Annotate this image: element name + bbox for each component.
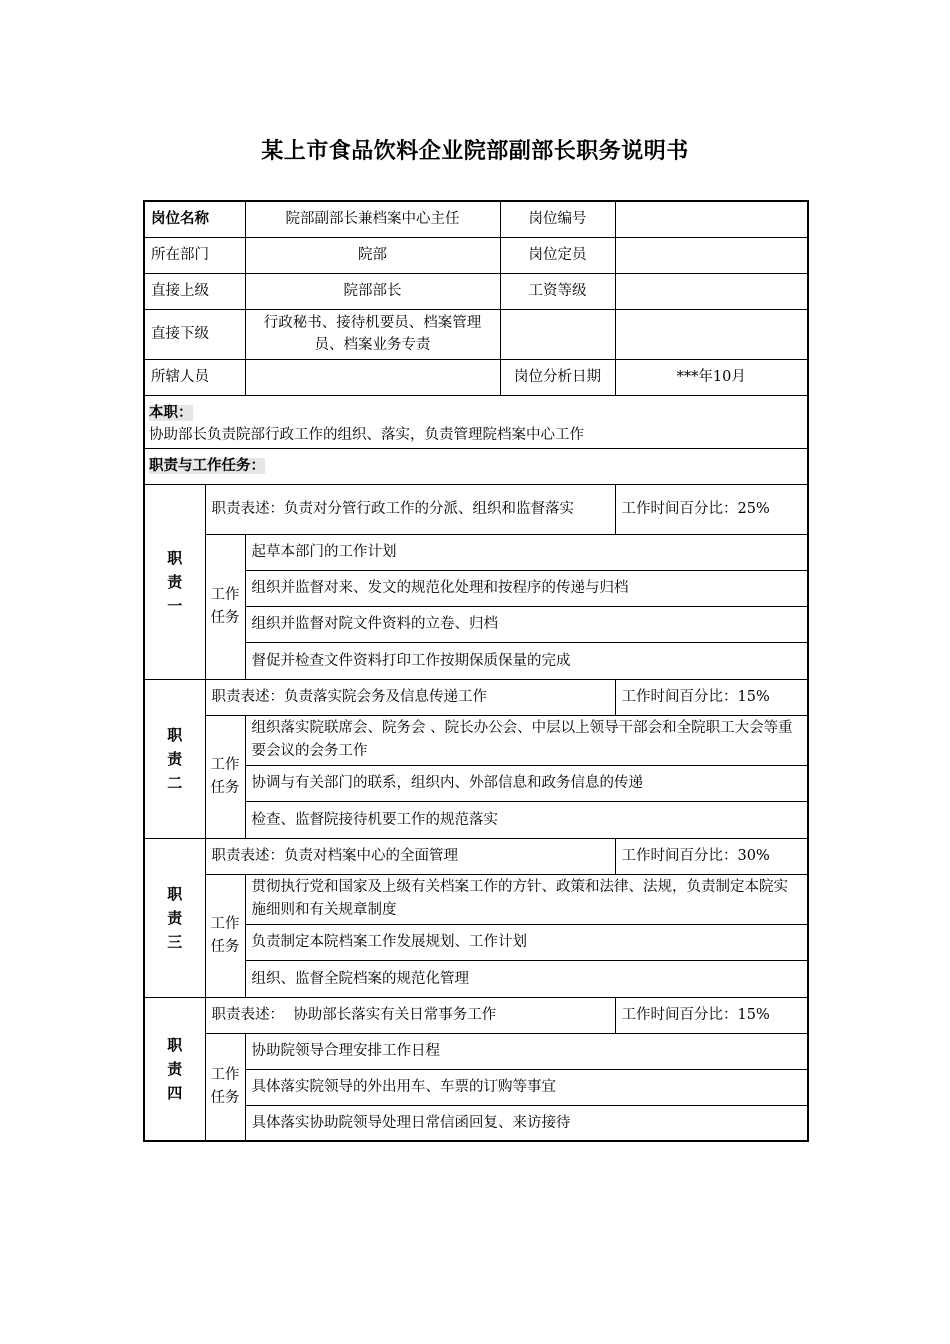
- headcount-value: [615, 237, 808, 273]
- position-name-label: 岗位名称: [144, 201, 245, 237]
- responsibility-1-task-3: 组织并监督对院文件资料的立卷、归档: [245, 606, 808, 642]
- document-title: 某上市食品饮料企业院部副部长职务说明书: [261, 139, 689, 164]
- subordinate-value: 行政秘书、接待机要员、档案管理员、档案业务专责: [245, 309, 500, 359]
- header-row-superior: [144, 273, 808, 309]
- header-row-managed: [144, 359, 808, 395]
- responsibility-2-task-3: 检查、监督院接待机要工作的规范落实: [245, 801, 808, 838]
- duty-label: 本职：: [149, 404, 193, 421]
- department-label: 所在部门: [144, 237, 245, 273]
- responsibility-4-task-3: 具体落实协助院领导处理日常信函回复、来访接待: [245, 1105, 808, 1141]
- responsibility-4-task-1: 协助院领导合理安排工作日程: [245, 1033, 808, 1069]
- salary-grade-label: 工资等级: [500, 273, 615, 309]
- headcount-label: 岗位定员: [500, 237, 615, 273]
- responsibility-1-name: [144, 484, 205, 679]
- position-code-label: 岗位编号: [500, 201, 615, 237]
- responsibility-1-statement-row: [144, 484, 808, 534]
- responsibility-4-task-label: [205, 1033, 245, 1141]
- header-row-position: [144, 201, 808, 237]
- responsibility-4-statement: 职责表述： 协助部长落实有关日常事务工作: [205, 997, 615, 1033]
- responsibility-3-name-text: 职责三: [167, 884, 183, 951]
- subordinate-empty-cell: [615, 309, 808, 359]
- responsibility-2-task-row: [144, 715, 808, 765]
- responsibility-4-name: [144, 997, 205, 1141]
- duty-cell: [144, 395, 808, 448]
- responsibility-3-task-1: 贯彻执行党和国家及上级有关档案工作的方针、政策和法律、法规，负责制定本院实施细则和有关规章制度: [245, 874, 808, 924]
- responsibility-2-task-label: [205, 715, 245, 838]
- responsibility-2-name-text: 职责二: [167, 725, 183, 792]
- responsibility-1-task-label: [205, 534, 245, 679]
- responsibility-2-percent: 工作时间百分比：15%: [615, 679, 808, 715]
- header-row-department: [144, 237, 808, 273]
- responsibility-1-name-text: 职责一: [167, 548, 183, 615]
- responsibility-3-task-3: 组织、监督全院档案的规范化管理: [245, 960, 808, 997]
- responsibility-1-statement: 职责表述：负责对分管行政工作的分派、组织和监督落实: [205, 484, 615, 534]
- task-label-text: 工作任务: [210, 756, 240, 796]
- responsibility-2-statement-row: [144, 679, 808, 715]
- responsibility-4-task-row: [144, 1033, 808, 1069]
- responsibility-3-task-row: [144, 874, 808, 924]
- salary-grade-value: [615, 273, 808, 309]
- responsibility-3-task-2: 负责制定本院档案工作发展规划、工作计划: [245, 924, 808, 960]
- responsibility-1-task-row: [144, 534, 808, 570]
- task-label-text: 工作任务: [210, 915, 240, 955]
- task-label-text: 工作任务: [210, 1066, 240, 1106]
- responsibility-1-percent: 工作时间百分比：25%: [615, 484, 808, 534]
- responsibility-1-task-1: 起草本部门的工作计划: [245, 534, 808, 570]
- position-code-value: [615, 201, 808, 237]
- responsibility-3-name: [144, 838, 205, 997]
- analysis-date-label: 岗位分析日期: [500, 359, 615, 395]
- header-row-subordinate: [144, 309, 808, 359]
- responsibility-2-task-2: 协调与有关部门的联系，组织内、外部信息和政务信息的传递: [245, 765, 808, 801]
- responsibility-3-statement-row: [144, 838, 808, 874]
- responsibility-3-task-label: [205, 874, 245, 997]
- position-name-value: 院部副部长兼档案中心主任: [245, 201, 500, 237]
- superior-label: 直接上级: [144, 273, 245, 309]
- department-value: 院部: [245, 237, 500, 273]
- superior-value: 院部部长: [245, 273, 500, 309]
- duty-row: [144, 395, 808, 448]
- responsibility-2-name: [144, 679, 205, 838]
- responsibility-4-statement-row: [144, 997, 808, 1033]
- subordinate-label: 直接下级: [144, 309, 245, 359]
- responsibilities-label: 职责与工作任务：: [149, 458, 265, 474]
- responsibility-3-statement: 职责表述：负责对档案中心的全面管理: [205, 838, 615, 874]
- task-label-text: 工作任务: [210, 586, 240, 626]
- responsibility-2-statement: 职责表述：负责落实院会务及信息传递工作: [205, 679, 615, 715]
- responsibility-1-task-2: 组织并监督对来、发文的规范化处理和按程序的传递与归档: [245, 570, 808, 606]
- analysis-date-value: ***年10月: [615, 359, 808, 395]
- duty-text: 协助部长负责院部行政工作的组织、落实，负责管理院档案中心工作: [149, 426, 584, 443]
- managed-staff-value: [245, 359, 500, 395]
- responsibility-4-task-2: 具体落实院领导的外出用车、车票的订购等事宜: [245, 1069, 808, 1105]
- responsibility-4-percent: 工作时间百分比：15%: [615, 997, 808, 1033]
- responsibilities-header-cell: [144, 448, 808, 484]
- responsibility-3-percent: 工作时间百分比：30%: [615, 838, 808, 874]
- responsibility-1-task-4: 督促并检查文件资料打印工作按期保质保量的完成: [245, 642, 808, 679]
- managed-staff-label: 所辖人员: [144, 359, 245, 395]
- subordinate-extra-cell: [500, 309, 615, 359]
- job-description-form: [143, 200, 807, 1142]
- responsibilities-header-row: [144, 448, 808, 484]
- responsibility-2-task-1: 组织落实院联席会、院务会 、院长办公会、中层以上领导干部会和全院职工大会等重要会议的会务工作: [245, 715, 808, 765]
- responsibility-4-name-text: 职责四: [167, 1035, 183, 1102]
- job-description-table: [143, 200, 809, 1142]
